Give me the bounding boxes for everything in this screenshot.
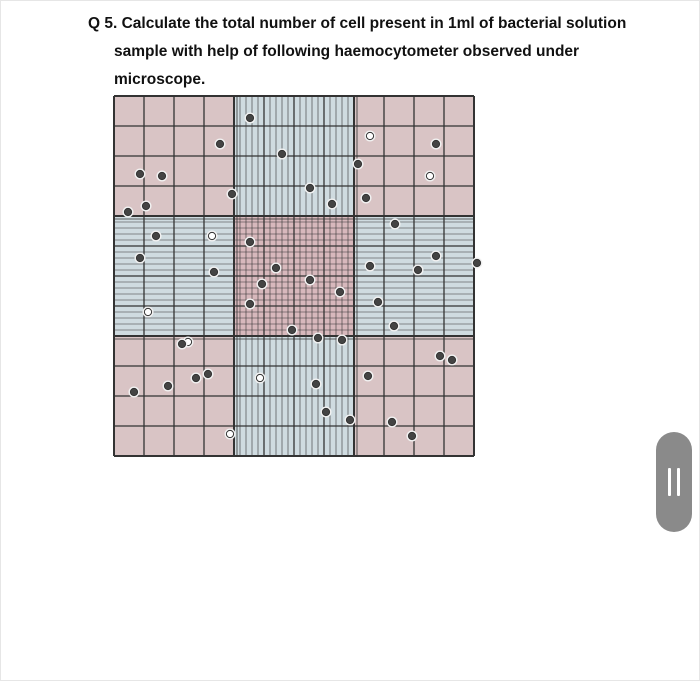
bacterial-cell xyxy=(178,340,185,347)
bacterial-cell xyxy=(432,140,439,147)
bacterial-cell xyxy=(322,408,329,415)
haemocytometer-grid xyxy=(100,88,490,463)
bacterial-cell xyxy=(473,259,480,266)
question-line-3: microscope. xyxy=(114,71,206,88)
bacterial-cell xyxy=(306,184,313,191)
bacterial-cell xyxy=(136,254,143,261)
question-text xyxy=(88,10,648,94)
bacterial-cell xyxy=(390,322,397,329)
side-panel-handle[interactable] xyxy=(656,432,692,532)
pause-bars-icon xyxy=(677,468,680,496)
bacterial-cell xyxy=(374,298,381,305)
bacterial-cell xyxy=(288,326,295,333)
bacterial-cell xyxy=(336,288,343,295)
bacterial-cell xyxy=(192,374,199,381)
bacterial-cell xyxy=(436,352,443,359)
bacterial-cell xyxy=(216,140,223,147)
bacterial-cell xyxy=(414,266,421,273)
bacterial-cell xyxy=(391,220,398,227)
bacterial-cell xyxy=(142,202,149,209)
bacterial-cell xyxy=(226,430,233,437)
bacterial-cell xyxy=(354,160,361,167)
bacterial-cell xyxy=(426,172,433,179)
bacterial-cell xyxy=(246,238,253,245)
bacterial-cell xyxy=(328,200,335,207)
bacterial-cell xyxy=(246,300,253,307)
bacterial-cell xyxy=(136,170,143,177)
bacterial-cell xyxy=(272,264,279,271)
bacterial-cell xyxy=(364,372,371,379)
bacterial-cell xyxy=(366,262,373,269)
bacterial-cell xyxy=(228,190,235,197)
bacterial-cell xyxy=(204,370,211,377)
bacterial-cell xyxy=(338,336,345,343)
bacterial-cell xyxy=(256,374,263,381)
bacterial-cell xyxy=(432,252,439,259)
pause-bars-icon xyxy=(668,468,671,496)
bacterial-cell xyxy=(408,432,415,439)
bacterial-cell xyxy=(388,418,395,425)
bacterial-cell xyxy=(144,308,151,315)
bacterial-cell xyxy=(306,276,313,283)
bacterial-cell xyxy=(362,194,369,201)
bacterial-cell xyxy=(152,232,159,239)
bacterial-cell xyxy=(278,150,285,157)
bacterial-cell xyxy=(246,114,253,121)
bacterial-cell xyxy=(124,208,131,215)
bacterial-cell xyxy=(130,388,137,395)
bacterial-cell xyxy=(158,172,165,179)
bacterial-cell xyxy=(164,382,171,389)
bacterial-cell xyxy=(210,268,217,275)
bacterial-cell xyxy=(258,280,265,287)
bacterial-cell xyxy=(366,132,373,139)
question-line-1: Q 5. Calculate the total number of cell present in 1ml of bacterial solution xyxy=(88,15,627,32)
bacterial-cell xyxy=(448,356,455,363)
bacterial-cell xyxy=(346,416,353,423)
question-line-2: sample with help of following haemocytometer observed under xyxy=(114,43,580,60)
bacterial-cell xyxy=(312,380,319,387)
haemocytometer-figure xyxy=(100,88,490,463)
bacterial-cell xyxy=(314,334,321,341)
bacterial-cell xyxy=(208,232,215,239)
